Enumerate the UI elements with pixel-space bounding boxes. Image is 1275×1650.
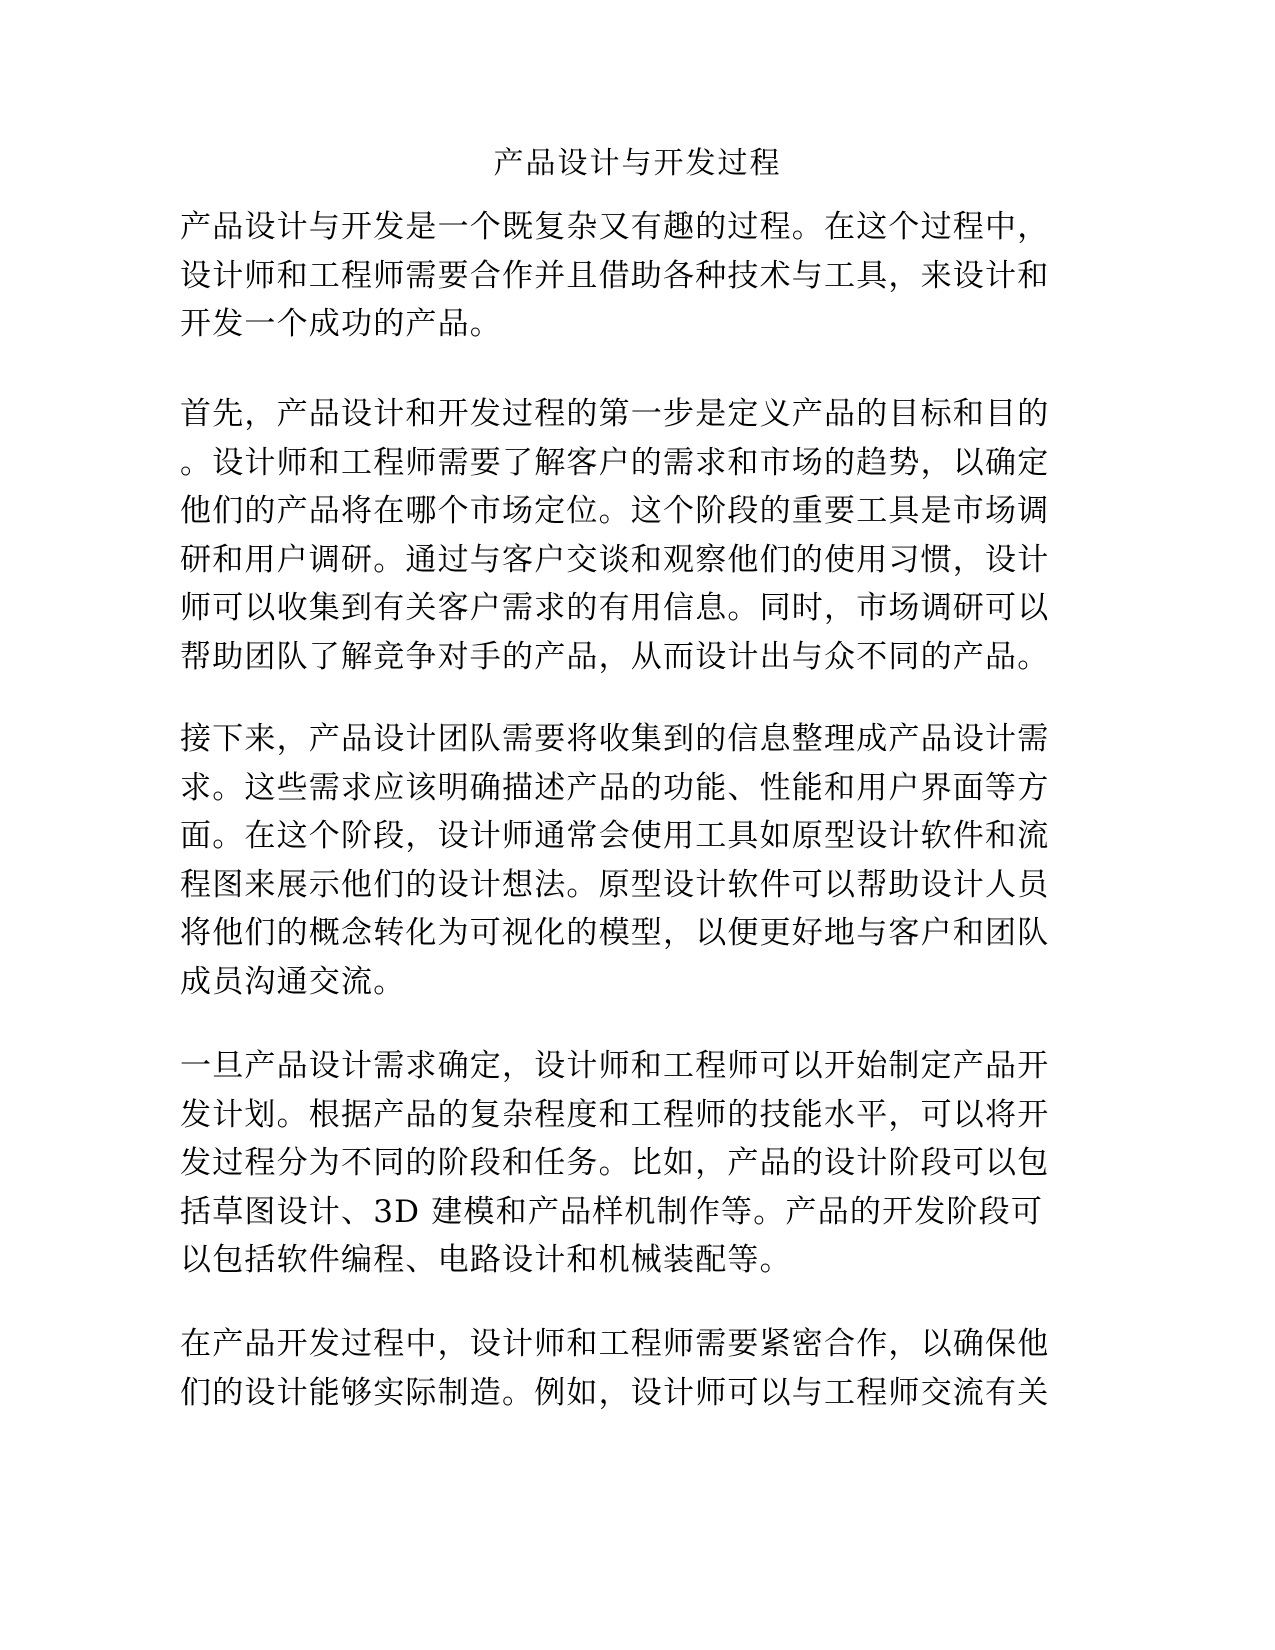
text-line: 以包括软件编程、电路设计和机械装配等。 xyxy=(180,1242,792,1278)
text-line: 将他们的概念转化为可视化的模型，以便更好地与客户和团队 xyxy=(180,915,1050,951)
paragraph-2 xyxy=(180,390,1050,681)
paragraph-5 xyxy=(180,1320,1050,1417)
paragraph-3 xyxy=(180,715,1050,1006)
text-line: 接下来，产品设计团队需要将收集到的信息整理成产品设计需 xyxy=(180,721,1050,757)
text-line: 求。这些需求应该明确描述产品的功能、性能和用户界面等方 xyxy=(180,769,1050,806)
text-line: 研和用户调研。通过与客户交谈和观察他们的使用习惯，设计 xyxy=(180,541,1050,578)
paragraph-4 xyxy=(180,1042,1050,1285)
text-line: 面。在这个阶段，设计师通常会使用工具如原型设计软件和流 xyxy=(180,818,1050,854)
text-line: 他们的产品将在哪个市场定位。这个阶段的重要工具是市场调 xyxy=(180,493,1050,529)
text-line: 程图来展示他们的设计想法。原型设计软件可以帮助设计人员 xyxy=(180,866,1050,903)
text-line: 设计师和工程师需要合作并且借助各种技术与工具，来设计和 xyxy=(180,257,1050,294)
text-line: 在产品开发过程中，设计师和工程师需要紧密合作，以确保他 xyxy=(180,1326,1050,1362)
text-line: 发过程分为不同的阶段和任务。比如，产品的设计阶段可以包 xyxy=(180,1145,1050,1181)
text-line: 首先，产品设计和开发过程的第一步是定义产品的目标和目的 xyxy=(180,396,1050,432)
text-line: 产品设计与开发是一个既复杂又有趣的过程。在这个过程中， xyxy=(180,209,1050,245)
text-line: 括草图设计、3D 建模和产品样机制作等。产品的开发阶段可 xyxy=(180,1193,1044,1230)
paragraph-1 xyxy=(180,203,1050,349)
text-line: 们的设计能够实际制造。例如，设计师可以与工程师交流有关 xyxy=(180,1374,1050,1411)
text-line: 师可以收集到有关客户需求的有用信息。同时，市场调研可以 xyxy=(180,590,1050,626)
text-line: 开发一个成功的产品。 xyxy=(180,306,502,342)
text-line: 帮助团队了解竞争对手的产品，从而设计出与众不同的产品。 xyxy=(180,638,1050,675)
text-line: 一旦产品设计需求确定，设计师和工程师可以开始制定产品开 xyxy=(180,1048,1050,1084)
document-title: 产品设计与开发过程 xyxy=(493,146,782,181)
text-line: 。设计师和工程师需要了解客户的需求和市场的趋势，以确定 xyxy=(180,444,1050,481)
text-line: 发计划。根据产品的复杂程度和工程师的技能水平，可以将开 xyxy=(180,1096,1050,1133)
text-line: 成员沟通交流。 xyxy=(180,963,406,1000)
